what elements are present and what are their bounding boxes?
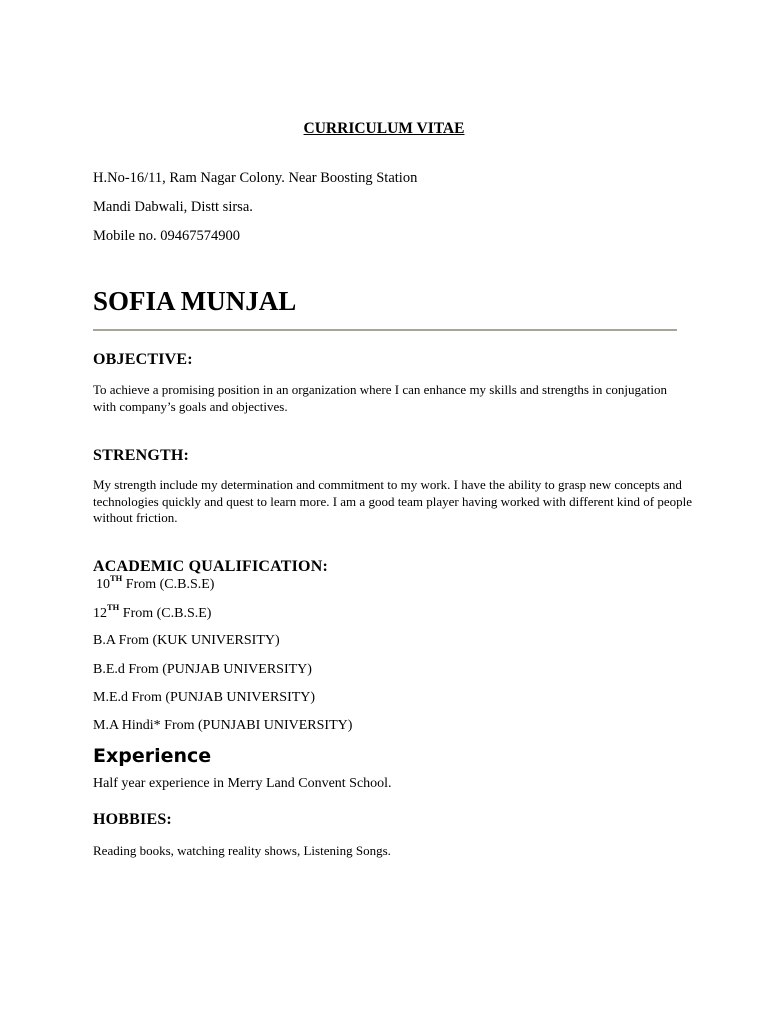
qualification-grade: 12 — [93, 606, 107, 621]
mobile-number: Mobile no. 09467574900 — [93, 228, 241, 244]
qualification-item: M.A Hindi* From (PUNJABI UNIVERSITY) — [93, 718, 353, 733]
qualification-suffix: TH — [110, 573, 123, 583]
qualification-grade: 10 — [96, 577, 110, 592]
academic-heading: ACADEMIC QUALIFICATION: — [93, 558, 328, 575]
objective-text: To achieve a promising position in an organization where I can enhance my skills and strengths in conjugation with company’s goals and objectives. — [93, 382, 667, 414]
objective-heading: OBJECTIVE: — [93, 351, 193, 368]
qualification-item — [93, 602, 212, 622]
address-line-2: Mandi Dabwali, Distt sirsa. — [93, 199, 253, 215]
hobbies-heading: HOBBIES: — [93, 811, 172, 828]
qualification-item — [96, 573, 215, 593]
strength-text: My strength include my determination and commitment to my work. I have the ability to grasp new concepts and technologies quickly and quest to learn more. I am a good team player having worked with different kind of people without friction. — [93, 477, 693, 525]
qualification-item: B.A From (KUK UNIVERSITY) — [93, 633, 280, 648]
qualification-item: B.E.d From (PUNJAB UNIVERSITY) — [93, 662, 312, 677]
qualification-board: From (C.B.S.E) — [119, 606, 212, 621]
experience-text: Half year experience in Merry Land Convent School. — [93, 776, 392, 791]
strength-heading: STRENGTH: — [93, 447, 190, 464]
experience-heading: Experience — [93, 745, 212, 767]
candidate-name: SOFIA MUNJAL — [93, 286, 297, 316]
hobbies-text: Reading books, watching reality shows, Listening Songs. — [93, 843, 391, 858]
name-divider — [93, 329, 677, 331]
qualification-suffix: TH — [107, 602, 120, 612]
address-line-1: H.No-16/11, Ram Nagar Colony. Near Boosting Station — [93, 170, 418, 186]
qualification-item: M.E.d From (PUNJAB UNIVERSITY) — [93, 690, 316, 705]
qualification-board: From (C.B.S.E) — [122, 577, 215, 592]
document-title: CURRICULUM VITAE — [303, 120, 465, 137]
